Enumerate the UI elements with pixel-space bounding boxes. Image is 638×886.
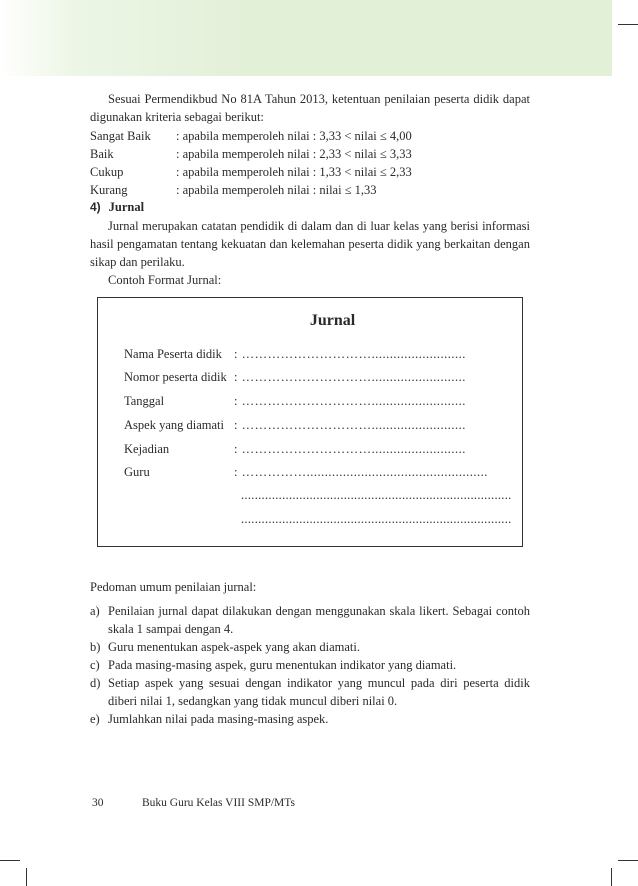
jurnal-section bbox=[90, 198, 530, 289]
criteria-label: Baik bbox=[90, 147, 114, 161]
journal-format-box bbox=[97, 297, 523, 547]
crop-mark bbox=[618, 24, 638, 25]
page-number: 30 bbox=[92, 797, 104, 809]
section-heading bbox=[90, 198, 530, 216]
pedoman-title: Pedoman umum penilaian jurnal: bbox=[90, 580, 257, 594]
criteria-desc: : apabila memperoleh nilai : 2,33 < nilai ≤ 3,33 bbox=[176, 147, 412, 161]
journal-field-label: Aspek yang diamati bbox=[124, 418, 224, 432]
list-marker: c) bbox=[90, 658, 100, 672]
list-text: Jumlahkan nilai pada masing-masing aspek. bbox=[108, 712, 329, 726]
list-marker: e) bbox=[90, 712, 100, 726]
page-footer bbox=[92, 797, 295, 809]
criteria-desc: : apabila memperoleh nilai : 3,33 < nilai ≤ 4,00 bbox=[176, 129, 412, 143]
journal-field-label: Nama Peserta didik bbox=[124, 347, 222, 361]
section-title: Jurnal bbox=[108, 200, 145, 214]
journal-field-row bbox=[124, 465, 488, 480]
journal-extra-line: ............................................................................... bbox=[241, 512, 512, 526]
journal-field-label: Guru bbox=[124, 465, 150, 479]
journal-field-row bbox=[124, 347, 466, 362]
criteria-label: Sangat Baik bbox=[90, 129, 151, 143]
list-text: Setiap aspek yang sesuai dengan indikator yang muncul pada diri peserta didik diberi nilai 1, sedangkan yang tidak muncul diberi nilai 0. bbox=[108, 676, 530, 708]
jurnal-description: Jurnal merupakan catatan pendidik di dalam dan di luar kelas yang berisi informasi hasil pengamatan tentang kekuatan dan kelemahan peserta didik yang berkaitan dengan sikap dan perilaku. bbox=[90, 219, 530, 269]
list-item bbox=[90, 638, 530, 656]
journal-field-label: Tanggal bbox=[124, 394, 165, 408]
format-label: Contoh Format Jurnal: bbox=[108, 273, 222, 287]
crop-mark bbox=[0, 860, 20, 861]
list-item bbox=[90, 602, 530, 638]
list-item bbox=[90, 656, 530, 674]
intro-paragraph: Sesuai Permendikbud No 81A Tahun 2013, ketentuan penilaian peserta didik dapat digunakan kriteria sebagai berikut: bbox=[90, 92, 530, 124]
journal-field-row bbox=[124, 394, 466, 409]
list-marker: d) bbox=[90, 676, 101, 690]
criteria-row bbox=[90, 145, 530, 163]
intro-block bbox=[90, 90, 530, 199]
section-number: 4) bbox=[90, 200, 101, 214]
journal-title: Jurnal bbox=[309, 312, 356, 329]
list-item bbox=[90, 710, 530, 728]
criteria-label: Kurang bbox=[90, 183, 128, 197]
criteria-desc: : apabila memperoleh nilai : nilai ≤ 1,33 bbox=[176, 183, 377, 197]
journal-field-value: : ………………………….......................... bbox=[234, 394, 466, 408]
list-text: Guru menentukan aspek-aspek yang akan diamati. bbox=[108, 640, 360, 654]
criteria-row bbox=[90, 127, 530, 145]
journal-field-value: : ………………………….......................... bbox=[234, 418, 466, 432]
book-title: Buku Guru Kelas VIII SMP/MTs bbox=[142, 797, 295, 809]
journal-field-row bbox=[124, 442, 466, 457]
criteria-row bbox=[90, 181, 530, 199]
journal-field-row bbox=[124, 418, 466, 433]
crop-mark bbox=[618, 860, 638, 861]
journal-field-value: : ………………………….......................... bbox=[234, 347, 466, 361]
header-banner bbox=[0, 0, 612, 76]
journal-field-value: : …………….................................................. bbox=[234, 465, 488, 479]
criteria-row bbox=[90, 163, 530, 181]
list-text: Penilaian jurnal dapat dilakukan dengan menggunakan skala likert. Sebagai contoh skala 1 sampai dengan 4. bbox=[108, 604, 530, 636]
journal-field-value: : ………………………….......................... bbox=[234, 442, 466, 456]
journal-field-label: Nomor peserta didik bbox=[124, 370, 227, 384]
list-marker: b) bbox=[90, 640, 101, 654]
journal-field-row bbox=[124, 370, 466, 385]
pedoman-list bbox=[90, 602, 530, 728]
criteria-label: Cukup bbox=[90, 165, 124, 179]
crop-mark bbox=[611, 868, 612, 886]
criteria-desc: : apabila memperoleh nilai : 1,33 < nilai ≤ 2,33 bbox=[176, 165, 412, 179]
journal-extra-line: ............................................................................... bbox=[241, 488, 512, 502]
list-item bbox=[90, 674, 530, 710]
list-marker: a) bbox=[90, 604, 100, 618]
pedoman-block bbox=[90, 578, 530, 728]
journal-field-value: : ………………………….......................... bbox=[234, 370, 466, 384]
list-text: Pada masing-masing aspek, guru menentukan indikator yang diamati. bbox=[108, 658, 457, 672]
journal-field-label: Kejadian bbox=[124, 442, 170, 456]
crop-mark bbox=[26, 868, 27, 886]
criteria-list bbox=[90, 127, 530, 199]
